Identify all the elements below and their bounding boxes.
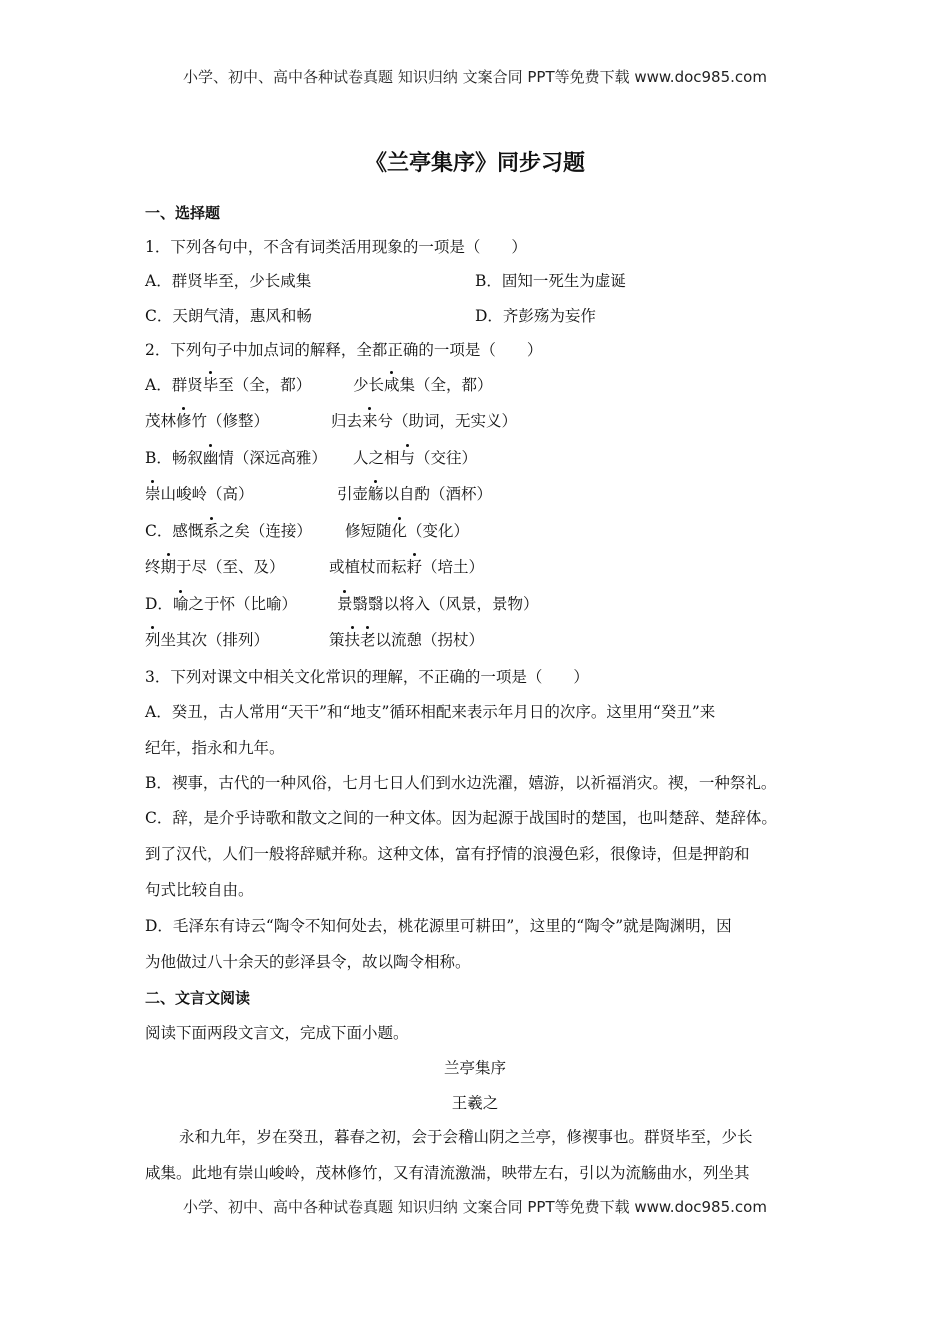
emphasis-dot-char: 景 — [337, 595, 353, 613]
q2-option-b-item-2: 人之相与（交往） — [353, 449, 478, 467]
passage-author: 王羲之 — [451, 1094, 499, 1112]
q1-option-c: C．天朗气清，惠风和畅 — [145, 307, 312, 325]
q3-option-d-line-1: D．毛泽东有诗云“陶令不知何处去，桃花源里可耕田”，这里的“陶令”就是陶渊明，因 — [145, 917, 732, 935]
q2-option-a-item-4: 归去来兮（助词，无实义） — [331, 412, 518, 430]
emphasis-dot-char: 扶 — [344, 631, 361, 649]
passage-line-1: 永和九年，岁在癸丑，暮春之初，会于会稽山阴之兰亭，修禊事也。群贤毕至，少长 — [179, 1128, 753, 1146]
emphasis-dot-char: 崇 — [145, 485, 161, 503]
emphasis-dot-char: 列 — [145, 631, 161, 649]
q1-option-d: D．齐彭殇为妄作 — [475, 307, 596, 325]
q2-option-a-item-2: 少长咸集（全，都） — [353, 376, 493, 394]
emphasis-dot-char: 咸 — [384, 376, 400, 394]
page-title: 《兰亭集序》同步习题 — [364, 151, 585, 176]
emphasis-dot-char: 喻 — [172, 595, 189, 613]
q2-option-c-item-1: C．感慨系之矣（连接） — [145, 522, 312, 540]
q2-stem: 2．下列句子中加点词的解释，全都正确的一项是（ ） — [145, 341, 543, 359]
q3-option-a-line-2: 纪年，指永和九年。 — [145, 739, 285, 757]
q3-stem: 3．下列对课文中相关文化常识的理解，不正确的一项是（ ） — [145, 668, 589, 686]
emphasis-dot-char: 老 — [360, 631, 376, 649]
q2-option-c-item-3: 终期于尽（至、及） — [145, 558, 285, 576]
q2-option-b-item-4: 引壶觞以自酌（酒杯） — [337, 485, 493, 503]
emphasis-dot-char: 与 — [399, 449, 416, 467]
q2-option-d-item-1: D．喻之于怀（比喻） — [145, 595, 297, 613]
page-footer: 小学、初中、高中各种试卷真题 知识归纳 文案合同 PPT等免费下载 www.doc985.com — [183, 1198, 767, 1216]
q2-option-d-item-3: 列坐其次（排列） — [145, 631, 270, 649]
emphasis-dot-char: 期 — [160, 558, 177, 576]
q2-option-b-item-3: 崇山峻岭（高） — [145, 485, 254, 503]
q2-option-b-item-1: B．畅叙幽情（深远高雅） — [145, 449, 327, 467]
q2-option-d-item-2: 景翳翳以将入（风景，景物） — [337, 595, 539, 613]
q2-option-a-item-3: 茂林修竹（修整） — [145, 412, 270, 430]
q3-option-d-line-2: 为他做过八十余天的彭泽县令，故以陶令相称。 — [145, 953, 471, 971]
reading-intro: 阅读下面两段文言文，完成下面小题。 — [145, 1024, 409, 1042]
emphasis-dot-char: 毕 — [202, 376, 219, 394]
passage-title: 兰亭集序 — [443, 1059, 506, 1077]
q1-option-a: A．群贤毕至，少长咸集 — [145, 272, 312, 290]
q3-option-c-line-3: 句式比较自由。 — [145, 881, 254, 899]
passage-line-2: 咸集。此地有崇山峻岭，茂林修竹，又有清流激湍，映带左右，引以为流觞曲水，列坐其 — [145, 1164, 750, 1182]
q2-option-a-item-1: A．群贤毕至（全，都） — [145, 376, 312, 394]
page-header: 小学、初中、高中各种试卷真题 知识归纳 文案合同 PPT等免费下载 www.doc985.com — [183, 68, 767, 86]
q3-option-c-line-2: 到了汉代，人们一般将辞赋并称。这种文体，富有抒情的浪漫色彩，很像诗，但是押韵和 — [145, 845, 750, 863]
q2-option-c-item-2: 修短随化（变化） — [345, 522, 470, 540]
emphasis-dot-char: 修 — [176, 412, 192, 430]
emphasis-dot-char: 化 — [391, 522, 408, 540]
emphasis-dot-char: 系 — [203, 522, 219, 540]
emphasis-dot-char: 幽 — [202, 449, 219, 467]
q2-option-d-item-4: 策扶老以流憩（拐杖） — [329, 631, 485, 649]
q1-stem: 1．下列各句中，不含有词类活用现象的一项是（ ） — [145, 238, 527, 256]
q3-option-b-line-1: B．禊事，古代的一种风俗，七月七日人们到水边洗濯，嬉游，以祈福消灾。禊，一种祭礼。 — [145, 774, 777, 792]
emphasis-dot-char: 耔 — [406, 558, 423, 576]
q3-option-a-line-1: A．癸丑，古人常用“天干”和“地支”循环相配来表示年月日的次序。这里用“癸丑”来 — [145, 703, 716, 721]
q3-option-c-line-1: C．辞，是介乎诗歌和散文之间的一种文体。因为起源于战国时的楚国，也叫楚辞、楚辞体。 — [145, 809, 777, 827]
emphasis-dot-char: 来 — [362, 412, 378, 430]
section-heading-reading: 二、文言文阅读 — [145, 989, 251, 1007]
section-heading-choice: 一、选择题 — [145, 204, 221, 222]
q1-option-b: B．固知一死生为虚诞 — [475, 272, 626, 290]
emphasis-dot-char: 觞 — [368, 485, 384, 503]
q2-option-c-item-4: 或植杖而耘耔（培土） — [329, 558, 485, 576]
